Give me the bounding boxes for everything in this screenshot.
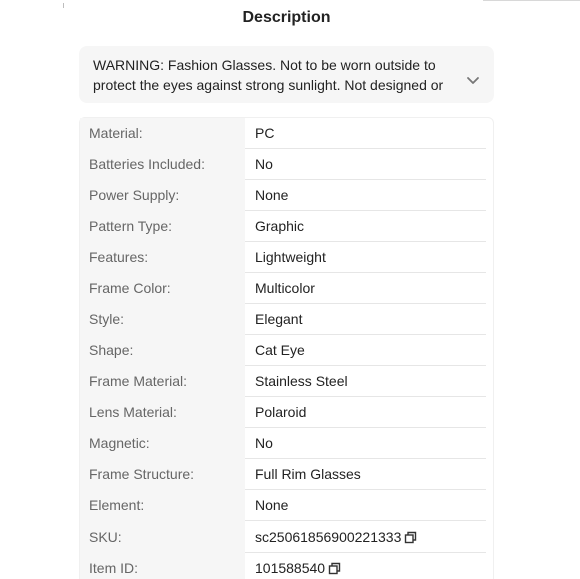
spec-row-features — [80, 242, 495, 273]
spec-label: Element: — [89, 497, 145, 513]
spec-row-style — [80, 304, 495, 335]
spec-value-item-id — [255, 560, 341, 577]
spec-label: Lens Material: — [89, 404, 177, 420]
spec-row-power-supply — [80, 180, 495, 211]
spec-value: Elegant — [255, 311, 303, 327]
spec-value: Lightweight — [255, 249, 326, 265]
spec-value: Cat Eye — [255, 342, 305, 358]
spec-row-material — [80, 118, 495, 149]
spec-value: Polaroid — [255, 404, 307, 420]
item-id-value: 101588540 — [255, 560, 326, 576]
copy-icon[interactable] — [328, 562, 341, 575]
spec-value: Stainless Steel — [255, 373, 348, 389]
spec-row-lens-material — [80, 397, 495, 428]
spec-label: Shape: — [89, 342, 134, 358]
spec-row-pattern-type — [80, 211, 495, 242]
spec-label: SKU: — [89, 529, 122, 545]
spec-label: Item ID: — [89, 560, 139, 576]
spec-label: Magnetic: — [89, 435, 150, 451]
spec-label: Power Supply: — [89, 187, 180, 203]
warning-box[interactable] — [79, 46, 494, 103]
spec-row-frame-color — [80, 273, 495, 304]
spec-value: No — [255, 435, 273, 451]
spec-label: Frame Material: — [89, 373, 188, 389]
spec-value: None — [255, 497, 289, 513]
row-divider — [245, 520, 486, 521]
spec-value-sku — [255, 529, 417, 546]
sku-value: sc25061856900221333 — [255, 529, 402, 545]
spec-value: Graphic — [255, 218, 305, 234]
spec-row-magnetic — [80, 428, 495, 459]
top-divider-line — [483, 0, 580, 1]
spec-table — [79, 117, 494, 579]
spec-label: Batteries Included: — [89, 156, 205, 172]
spec-row-batteries-included — [80, 149, 495, 180]
copy-icon[interactable] — [404, 531, 417, 544]
spec-row-element — [80, 490, 495, 521]
chevron-down-icon[interactable] — [466, 76, 480, 86]
spec-label: Features: — [89, 249, 149, 265]
spec-value: None — [255, 187, 289, 203]
spec-value: Multicolor — [255, 280, 315, 296]
spec-row-frame-structure — [80, 459, 495, 490]
spec-label: Frame Color: — [89, 280, 171, 296]
spec-row-item-id — [80, 553, 495, 579]
spec-label: Pattern Type: — [89, 218, 173, 234]
spec-row-sku — [80, 522, 495, 553]
spec-row-frame-material — [80, 366, 495, 397]
spec-label: Material: — [89, 125, 143, 141]
spec-value: PC — [255, 125, 275, 141]
spec-value: Full Rim Glasses — [255, 466, 361, 482]
spec-row-shape — [80, 335, 495, 366]
warning-text: WARNING: Fashion Glasses. Not to be worn outside to protect the eyes against strong sunlight. Not designed or — [93, 57, 444, 93]
spec-value: No — [255, 156, 273, 172]
spec-label: Style: — [89, 311, 125, 327]
section-title: Description — [242, 9, 331, 26]
spec-label: Frame Structure: — [89, 466, 195, 482]
